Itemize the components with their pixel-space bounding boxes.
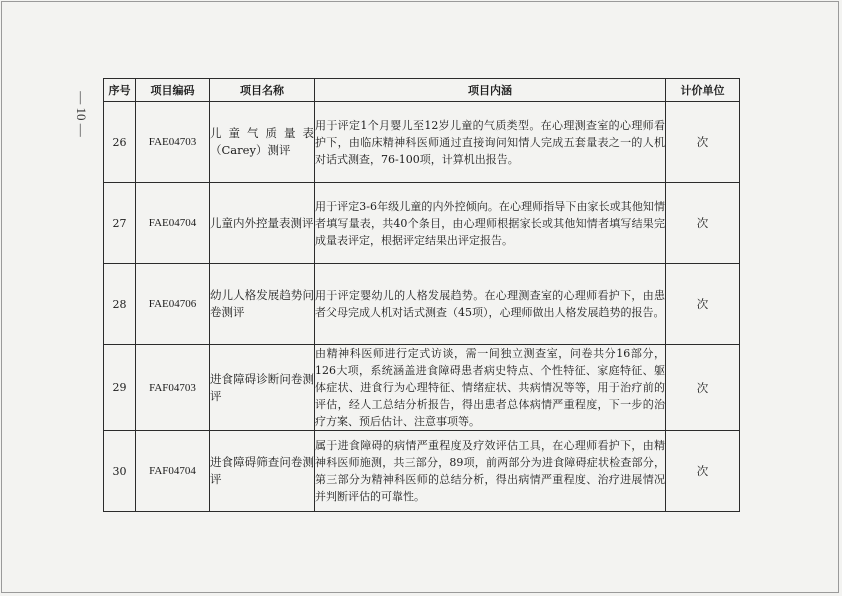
table-row [104,345,740,431]
row-unit: 次 [666,345,740,431]
table-row [104,183,740,264]
row-seq: 27 [104,183,136,264]
header-name: 项目名称 [210,79,315,102]
row-name: 幼儿人格发展趋势问卷测评 [210,264,315,345]
row-name: 儿童内外控量表测评 [210,183,315,264]
row-code: FAF04704 [136,431,210,512]
row-name: 儿童气质量表（Carey）测评 [210,102,315,183]
row-seq: 29 [104,345,136,431]
table-row [104,431,740,512]
header-code: 项目编码 [136,79,210,102]
header-unit: 计价单位 [666,79,740,102]
row-unit: 次 [666,102,740,183]
row-code: FAE04704 [136,183,210,264]
row-name: 进食障碍诊断问卷测评 [210,345,315,431]
table-header-row [104,79,740,102]
row-code: FAE04703 [136,102,210,183]
row-unit: 次 [666,264,740,345]
page-number: — 10 — [74,91,89,137]
row-seq: 30 [104,431,136,512]
row-description: 由精神科医师进行定式访谈，需一间独立测查室，问卷共分16部分，126大项，系统涵盖进食障碍患者病史特点、个性特征、家庭特征、躯体症状、进食行为心理特征、情绪症状、共病情况等等，用于治疗前的评估，经人工总结分析报告，得出患者总体病情严重程度，下一步的治疗方案、预后估计、注意事项等。 [315,345,666,431]
row-description: 用于评定3-6年级儿童的内外控倾向。在心理师指导下由家长或其他知情者填写量表，共40个条目，由心理师根据家长或其他知情者填写结果完成量表评定，根据评定结果出评定报告。 [315,183,666,264]
row-seq: 28 [104,264,136,345]
row-name: 进食障碍筛查问卷测评 [210,431,315,512]
row-seq: 26 [104,102,136,183]
row-description: 用于评定1个月婴儿至12岁儿童的气质类型。在心理测查室的心理师看护下，由临床精神科医师通过直接询问知情人完成五套量表之一的人机对话式测查，76-100项，计算机出报告。 [315,102,666,183]
row-unit: 次 [666,431,740,512]
table-row [104,264,740,345]
row-description: 用于评定婴幼儿的人格发展趋势。在心理测查室的心理师看护下，由患者父母完成人机对话式测查（45项），心理师做出人格发展趋势的报告。 [315,264,666,345]
row-unit: 次 [666,183,740,264]
pricing-table [103,78,740,512]
row-code: FAE04706 [136,264,210,345]
table-row [104,102,740,183]
row-code: FAF04703 [136,345,210,431]
header-seq: 序号 [104,79,136,102]
row-description: 属于进食障碍的病情严重程度及疗效评估工具，在心理师看护下，由精神科医师施测，共三部分，89项，前两部分为进食障碍症状检查部分，第三部分为精神科医师的总结分析，得出病情严重程度、治疗进展情况并判断评估的可靠性。 [315,431,666,512]
header-content: 项目内涵 [315,79,666,102]
